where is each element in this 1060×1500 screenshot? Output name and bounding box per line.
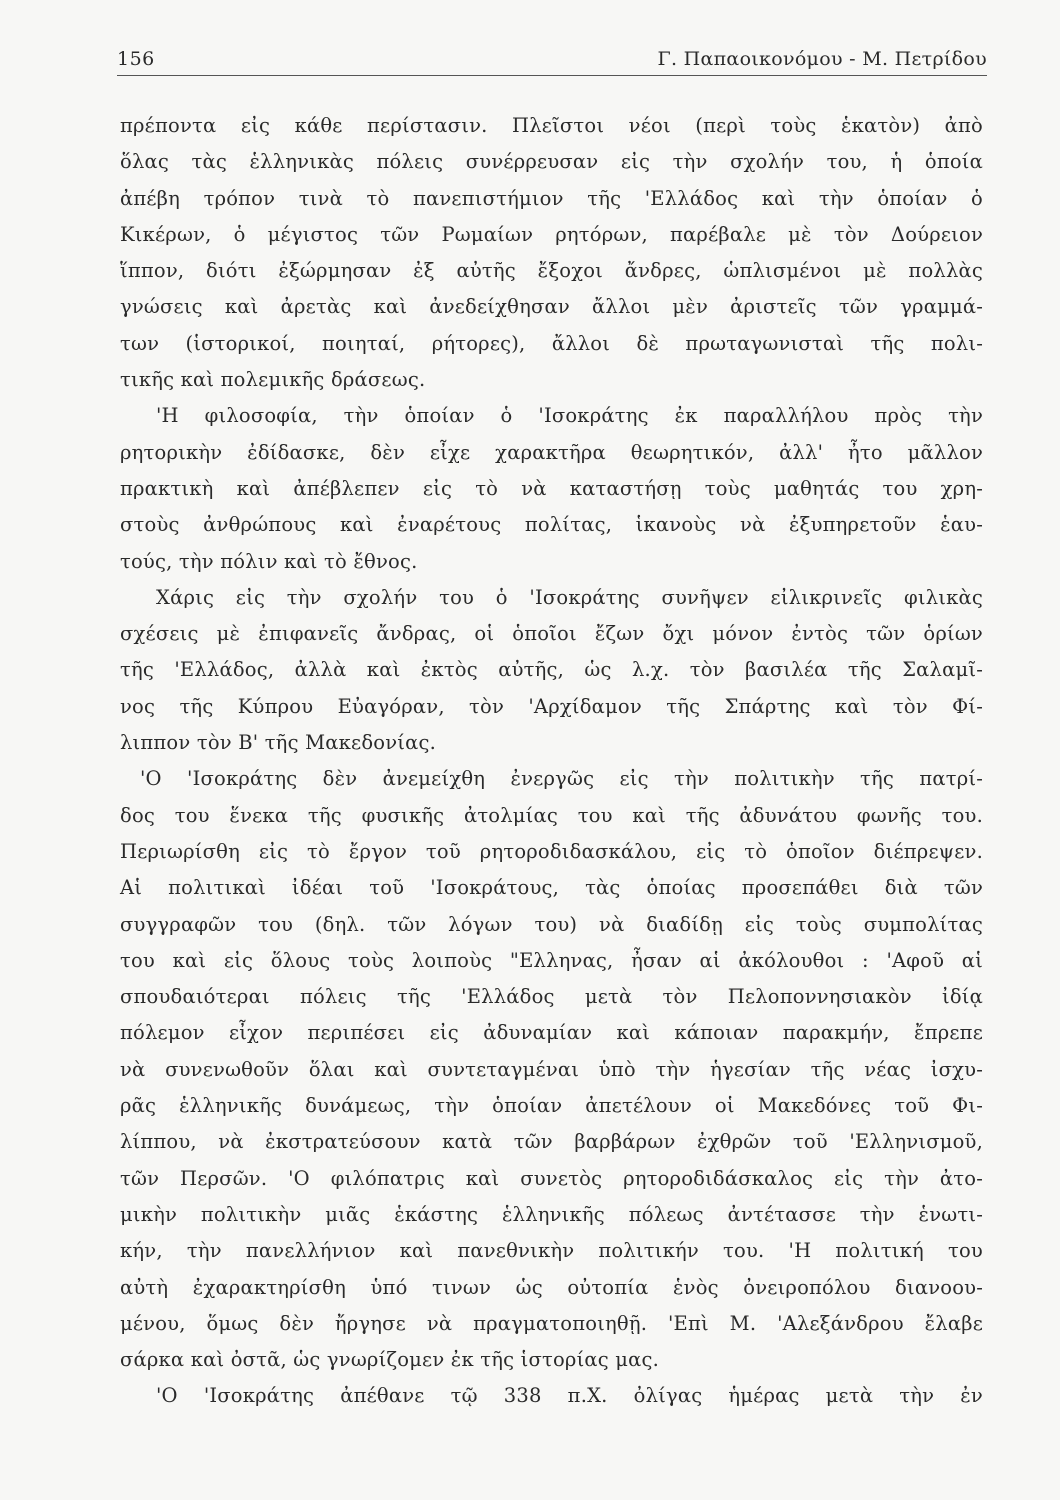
- text-line: ἀπέβη τρόπον τινὰ τὸ πανεπιστήμιον τῆς 'Ελλάδος καὶ τὴν ὁποίαν ὁ: [120, 186, 983, 210]
- page-header: [117, 44, 987, 80]
- text-line: πόλεμον εἶχον περιπέσει εἰς ἀδυναμίαν καὶ κάποιαν παρακμήν, ἔπρεπε: [120, 1021, 983, 1045]
- text-line: μικὴν πολιτικὴν μιᾶς ἑκάστης ἑλληνικῆς πόλεως ἀντέτασσε τὴν ἑνωτι-: [120, 1202, 983, 1226]
- header-rule: [117, 75, 987, 76]
- text-line: Αἱ πολιτικαὶ ἰδέαι τοῦ 'Ισοκράτους, τὰς ὁποίας προσεπάθει διὰ τῶν: [120, 876, 983, 900]
- text-line: συγγραφῶν του (δηλ. τῶν λόγων του) νὰ διαδίδῃ εἰς τοὺς συμπολίτας: [120, 912, 983, 936]
- text-line: ὅλας τὰς ἑλληνικὰς πόλεις συνέρρευσαν εἰς τὴν σχολήν του, ἡ ὁποία: [120, 150, 983, 174]
- text-line: τούς, τὴν πόλιν καὶ τὸ ἔθνος.: [120, 549, 418, 573]
- text-line: αὐτὴ ἐχαρακτηρίσθη ὑπό τινων ὡς οὐτοπία ἑνὸς ὀνειροπόλου διανοου-: [120, 1275, 983, 1299]
- text-line: Περιωρίσθη εἰς τὸ ἔργον τοῦ ρητοροδιδασκάλου, εἰς τὸ ὁποῖον διέπρεψεν.: [120, 839, 983, 863]
- text-line: σπουδαιότεραι πόλεις τῆς 'Ελλάδος μετὰ τὸν Πελοποννησιακὸν ἰδίᾳ: [120, 985, 983, 1009]
- text-line: τῆς 'Ελλάδος, ἀλλὰ καὶ ἐκτὸς αὐτῆς, ὡς λ.χ. τὸν βασιλέα τῆς Σαλαμῖ-: [120, 658, 983, 682]
- text-line: νὰ συνενωθοῦν ὅλαι καὶ συντεταγμέναι ὑπὸ τὴν ἡγεσίαν τῆς νέας ἰσχυ-: [120, 1057, 983, 1081]
- text-line: λιππον τὸν Β' τῆς Μακεδονίας.: [120, 731, 436, 755]
- text-line: ρᾶς ἑλληνικῆς δυνάμεως, τὴν ὁποίαν ἀπετέλουν οἱ Μακεδόνες τοῦ Φι-: [120, 1094, 983, 1118]
- text-line: Χάρις εἰς τὴν σχολήν του ὁ 'Ισοκράτης συνῆψεν εἰλικρινεῖς φιλικὰς: [156, 585, 983, 609]
- text-line: 'Ο 'Ισοκράτης ἀπέθανε τῷ 338 π.Χ. ὀλίγας ἡμέρας μετὰ τὴν ἐν: [156, 1384, 983, 1408]
- running-head: Γ. Παπαοικονόμου - Μ. Πετρίδου: [657, 48, 987, 70]
- text-line: ρητορικὴν ἐδίδασκε, δὲν εἶχε χαρακτῆρα θεωρητικόν, ἀλλ' ἦτο μᾶλλον: [120, 440, 983, 464]
- text-line: σάρκα καὶ ὀστᾶ, ὡς γνωρίζομεν ἐκ τῆς ἱστορίας μας.: [120, 1348, 660, 1372]
- text-line: μένου, ὅμως δὲν ἤργησε νὰ πραγματοποιηθῇ. 'Επὶ Μ. 'Αλεξάνδρου ἔλαβε: [120, 1311, 983, 1335]
- text-line: λίππου, νὰ ἐκστρατεύσουν κατὰ τῶν βαρβάρων ἐχθρῶν τοῦ 'Ελληνισμοῦ,: [120, 1130, 983, 1154]
- page-number: 156: [117, 48, 155, 70]
- text-line: δος του ἕνεκα τῆς φυσικῆς ἀτολμίας του καὶ τῆς ἀδυνάτου φωνῆς του.: [120, 803, 983, 827]
- text-line: στοὺς ἀνθρώπους καὶ ἐναρέτους πολίτας, ἱκανοὺς νὰ ἐξυπηρετοῦν ἑαυ-: [120, 513, 983, 537]
- text-line: των (ἱστορικοί, ποιηταί, ρήτορες), ἄλλοι δὲ πρωταγωνισταὶ τῆς πολι-: [120, 331, 983, 355]
- text-line: γνώσεις καὶ ἀρετὰς καὶ ἀνεδείχθησαν ἄλλοι μὲν ἀριστεῖς τῶν γραμμά-: [120, 295, 983, 319]
- text-line: τῶν Περσῶν. 'Ο φιλόπατρις καὶ συνετὸς ρητοροδιδάσκαλος εἰς τὴν ἀτο-: [120, 1166, 983, 1190]
- text-line: τικῆς καὶ πολεμικῆς δράσεως.: [120, 368, 426, 392]
- text-line: πρακτικὴ καὶ ἀπέβλεπεν εἰς τὸ νὰ καταστήσῃ τοὺς μαθητάς του χρη-: [120, 476, 983, 500]
- text-line: του καὶ εἰς ὅλους τοὺς λοιποὺς "Ελληνας, ἦσαν αἱ ἀκόλουθοι : 'Αφοῦ αἱ: [120, 948, 983, 972]
- text-line: Κικέρων, ὁ μέγιστος τῶν Ρωμαίων ρητόρων, παρέβαλε μὲ τὸν Δούρειον: [120, 222, 983, 246]
- text-line: 'Η φιλοσοφία, τὴν ὁποίαν ὁ 'Ισοκράτης ἐκ παραλλήλου πρὸς τὴν: [156, 404, 983, 428]
- text-line: νος τῆς Κύπρου Εὐαγόραν, τὸν 'Αρχίδαμον τῆς Σπάρτης καὶ τὸν Φί-: [120, 694, 983, 718]
- text-line: ἵππον, διότι ἐξώρμησαν ἐξ αὐτῆς ἔξοχοι ἄνδρες, ὡπλισμένοι μὲ πολλὰς: [120, 259, 983, 283]
- text-line: σχέσεις μὲ ἐπιφανεῖς ἄνδρας, οἱ ὁποῖοι ἔζων ὄχι μόνον ἐντὸς τῶν ὁρίων: [120, 622, 983, 646]
- body-text: [120, 108, 983, 1415]
- text-line: 'Ο 'Ισοκράτης δὲν ἀνεμείχθη ἐνεργῶς εἰς τὴν πολιτικὴν τῆς πατρί-: [140, 767, 983, 791]
- text-line: πρέποντα εἰς κάθε περίστασιν. Πλεῖστοι νέοι (περὶ τοὺς ἑκατὸν) ἀπὸ: [120, 114, 983, 137]
- text-line: κήν, τὴν πανελλήνιον καὶ πανεθνικὴν πολιτικήν του. 'Η πολιτική του: [120, 1239, 983, 1263]
